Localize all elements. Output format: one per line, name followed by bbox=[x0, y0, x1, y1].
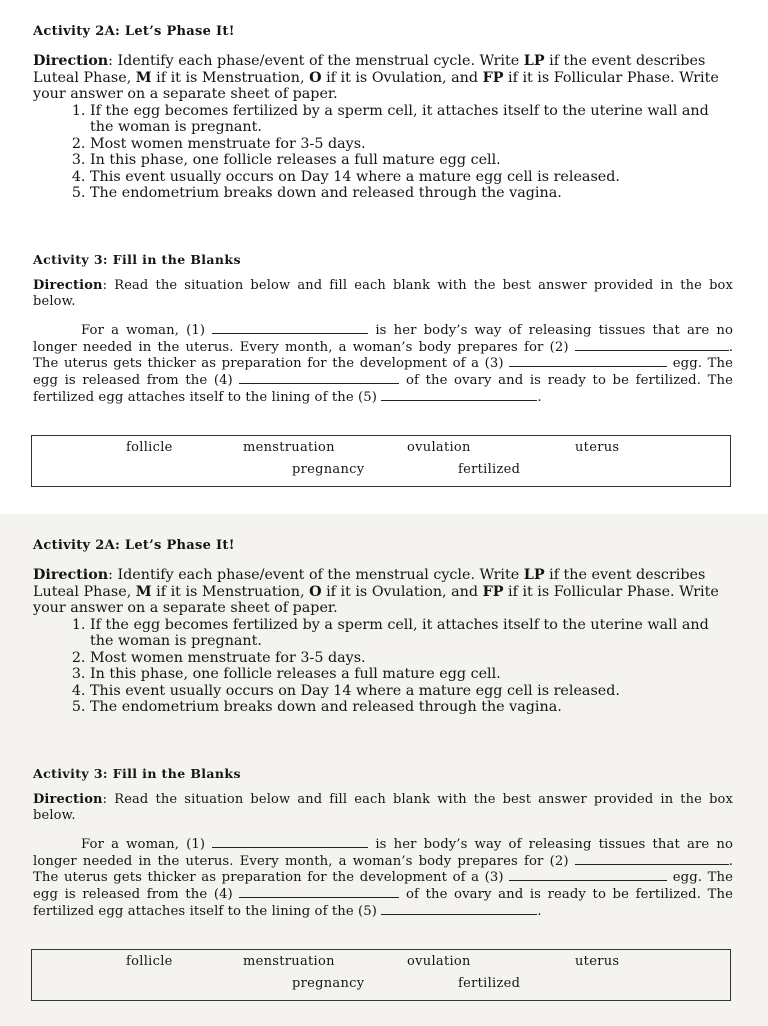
activity-2a-title: Activity 2A: Let’s Phase It! bbox=[33, 24, 235, 39]
blank-3[interactable] bbox=[509, 355, 667, 367]
direction-label: Direction bbox=[33, 278, 103, 293]
activity-3-title: Activity 3: Fill in the Blanks bbox=[33, 766, 241, 781]
list-item: 2. Most women menstruate for 3-5 days. bbox=[90, 136, 733, 153]
worksheet-copy-top bbox=[0, 0, 768, 512]
list-item: 3. In this phase, one follicle releases a full mature egg cell. bbox=[90, 666, 733, 683]
word-bank-word: ovulation bbox=[407, 954, 471, 969]
word-bank-word: fertilized bbox=[458, 976, 521, 991]
word-bank-word: ovulation bbox=[407, 440, 471, 455]
direction-label: Direction bbox=[33, 567, 109, 583]
word-bank-word: menstruation bbox=[243, 440, 335, 455]
blank-2[interactable] bbox=[575, 853, 729, 865]
activity-3-title: Activity 3: Fill in the Blanks bbox=[33, 252, 241, 267]
fill-in-paragraph: For a woman, (1) is her body’s way of releasing tissues that are no longer needed in the uterus. Every month, a woman’s body prepares for (2) . The uterus gets thicker as preparation for the development of a (3) egg. The egg is released from the (4) of the ovary and is ready to be fertilized. The fertilized egg attaches itself to the lining of the (5) . bbox=[33, 323, 733, 405]
list-item: 4. This event usually occurs on Day 14 where a mature egg cell is released. bbox=[90, 169, 733, 186]
activity-3-direction: Direction: Read the situation below and fill each blank with the best answer provided in the box below. bbox=[33, 278, 733, 309]
list-item: 1. If the egg becomes fertilized by a sperm cell, it attaches itself to the uterine wall and the woman is pregnant. bbox=[90, 617, 733, 650]
word-bank-word: uterus bbox=[575, 954, 620, 969]
direction-label: Direction bbox=[33, 53, 109, 69]
blank-4[interactable] bbox=[239, 372, 399, 384]
blank-1[interactable] bbox=[212, 322, 368, 334]
blank-5[interactable] bbox=[381, 389, 537, 401]
fill-in-paragraph: For a woman, (1) is her body’s way of releasing tissues that are no longer needed in the uterus. Every month, a woman’s body prepares for (2) . The uterus gets thicker as preparation for the development of a (3) egg. The egg is released from the (4) of the ovary and is ready to be fertilized. The fertilized egg attaches itself to the lining of the (5) . bbox=[33, 837, 733, 919]
list-item: 2. Most women menstruate for 3-5 days. bbox=[90, 650, 733, 667]
blank-5[interactable] bbox=[381, 903, 537, 915]
word-bank-word: follicle bbox=[126, 440, 173, 455]
activity-2a-direction: Direction: Identify each phase/event of the menstrual cycle. Write LP if the event describes Luteal Phase, M if it is Menstruation, O if it is Ovulation, and FP if it is Follicular Phase. Write your answer on a separate sheet of paper. 1. If the egg becomes fertilized by a sperm cell, it attaches itself to the uterine wall and the woman is pregnant. 2. Most women menstruate for 3-5 days. 3. In this phase, one follicle releases a full mature egg cell. 4. This event usually occurs on Day 14 where a mature egg cell is released. 5. The endometrium breaks down and released through the vagina. bbox=[33, 53, 733, 202]
list-item: 1. If the egg becomes fertilized by a sperm cell, it attaches itself to the uterine wall and the woman is pregnant. bbox=[90, 103, 733, 136]
blank-3[interactable] bbox=[509, 869, 667, 881]
phase-question-list bbox=[33, 103, 733, 202]
word-bank-box bbox=[31, 949, 731, 1001]
list-item: 5. The endometrium breaks down and released through the vagina. bbox=[90, 185, 733, 202]
activity-3-direction: Direction: Read the situation below and fill each blank with the best answer provided in the box below. bbox=[33, 792, 733, 823]
word-bank-word: uterus bbox=[575, 440, 620, 455]
word-bank-box bbox=[31, 435, 731, 487]
worksheet-copy-bottom bbox=[0, 514, 768, 1026]
word-bank-word: pregnancy bbox=[292, 976, 365, 991]
phase-question-list bbox=[33, 617, 733, 716]
activity-2a-direction: Direction: Identify each phase/event of the menstrual cycle. Write LP if the event describes Luteal Phase, M if it is Menstruation, O if it is Ovulation, and FP if it is Follicular Phase. Write your answer on a separate sheet of paper. 1. If the egg becomes fertilized by a sperm cell, it attaches itself to the uterine wall and the woman is pregnant. 2. Most women menstruate for 3-5 days. 3. In this phase, one follicle releases a full mature egg cell. 4. This event usually occurs on Day 14 where a mature egg cell is released. 5. The endometrium breaks down and released through the vagina. bbox=[33, 567, 733, 716]
word-bank-word: pregnancy bbox=[292, 462, 365, 477]
blank-4[interactable] bbox=[239, 886, 399, 898]
list-item: 4. This event usually occurs on Day 14 where a mature egg cell is released. bbox=[90, 683, 733, 700]
word-bank-word: follicle bbox=[126, 954, 173, 969]
activity-2a-title: Activity 2A: Let’s Phase It! bbox=[33, 538, 235, 553]
direction-label: Direction bbox=[33, 792, 103, 807]
list-item: 5. The endometrium breaks down and released through the vagina. bbox=[90, 699, 733, 716]
blank-2[interactable] bbox=[575, 339, 729, 351]
word-bank-word: fertilized bbox=[458, 462, 521, 477]
blank-1[interactable] bbox=[212, 836, 368, 848]
word-bank-word: menstruation bbox=[243, 954, 335, 969]
list-item: 3. In this phase, one follicle releases a full mature egg cell. bbox=[90, 152, 733, 169]
